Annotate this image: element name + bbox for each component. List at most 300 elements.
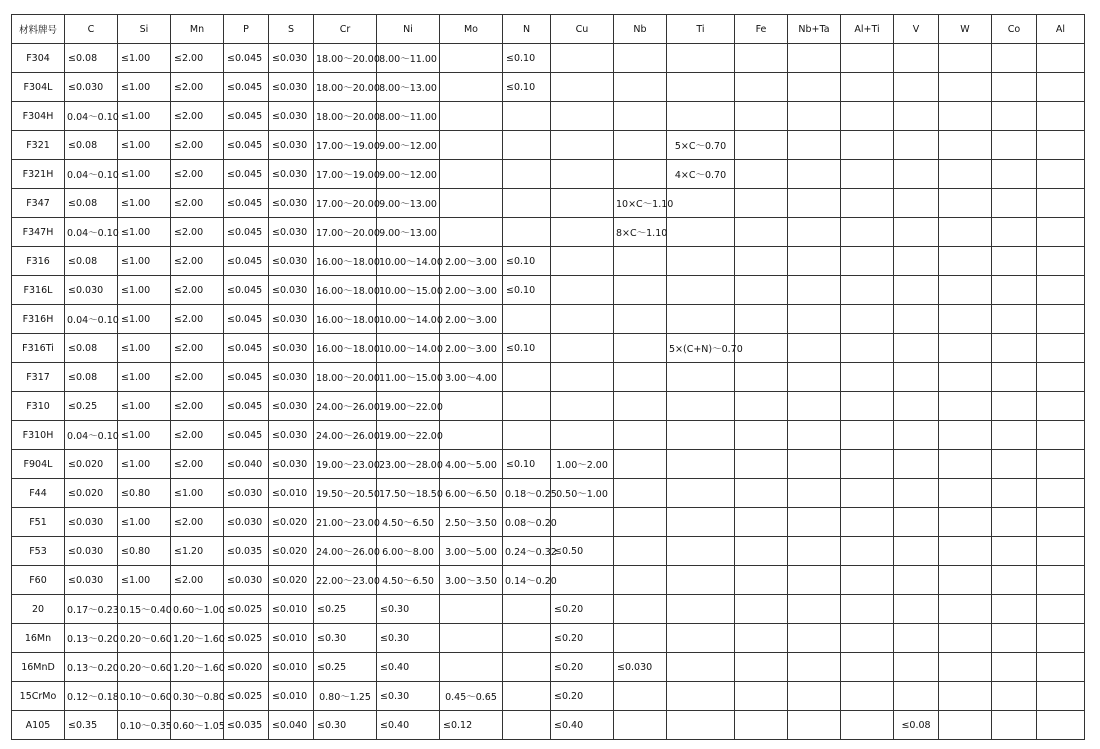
table-cell: ≤0.010: [269, 479, 314, 508]
table-cell: 1.20～1.60: [171, 624, 224, 653]
table-cell: 19.50～20.50: [314, 479, 377, 508]
table-cell: ≤1.00: [118, 421, 171, 450]
table-cell: ≤0.045: [224, 247, 269, 276]
table-cell: ≤2.00: [171, 189, 224, 218]
table-cell: [1037, 247, 1085, 276]
table-cell: ≤0.08: [65, 363, 118, 392]
table-cell: [614, 537, 667, 566]
table-row: [12, 305, 1085, 334]
table-cell: [992, 421, 1037, 450]
table-cell: [1037, 73, 1085, 102]
table-cell: ≤0.030: [269, 160, 314, 189]
table-cell: [841, 508, 894, 537]
table-cell: [440, 392, 503, 421]
table-cell: [614, 276, 667, 305]
table-cell: [939, 595, 992, 624]
table-cell: [667, 624, 735, 653]
table-cell: ≤0.045: [224, 218, 269, 247]
table-cell: [939, 131, 992, 160]
table-cell: [614, 595, 667, 624]
table-cell: ≤0.10: [503, 334, 551, 363]
table-cell: ≤0.045: [224, 305, 269, 334]
table-cell: [894, 189, 939, 218]
table-cell: 3.00～4.00: [440, 363, 503, 392]
column-header-al-ti: Al+Ti: [841, 15, 894, 44]
table-cell: [939, 421, 992, 450]
table-cell: ≤2.00: [171, 73, 224, 102]
table-cell: ≤0.040: [269, 711, 314, 740]
table-cell: [939, 479, 992, 508]
table-cell: [788, 392, 841, 421]
table-cell: [992, 537, 1037, 566]
table-cell: ≤2.00: [171, 131, 224, 160]
table-cell: [992, 624, 1037, 653]
table-cell: [551, 421, 614, 450]
table-cell: 0.60～1.00: [171, 595, 224, 624]
material-grade-cell: F316Ti: [12, 334, 65, 363]
material-grade-cell: F304: [12, 44, 65, 73]
table-cell: [894, 131, 939, 160]
table-row: [12, 653, 1085, 682]
table-cell: [614, 450, 667, 479]
table-cell: ≤0.030: [65, 73, 118, 102]
material-grade-cell: F347H: [12, 218, 65, 247]
table-cell: 6.00～6.50: [440, 479, 503, 508]
table-cell: 10.00～14.00: [377, 305, 440, 334]
table-cell: [551, 160, 614, 189]
table-cell: [440, 160, 503, 189]
table-cell: [992, 160, 1037, 189]
table-cell: [841, 450, 894, 479]
table-cell: [788, 595, 841, 624]
table-cell: 8.00～11.00: [377, 102, 440, 131]
material-grade-cell: F44: [12, 479, 65, 508]
table-cell: ≤2.00: [171, 218, 224, 247]
table-row: [12, 276, 1085, 305]
table-cell: 21.00～23.00: [314, 508, 377, 537]
table-cell: [667, 247, 735, 276]
table-cell: ≤1.00: [118, 160, 171, 189]
table-cell: 10.00～15.00: [377, 276, 440, 305]
table-cell: ≤0.030: [224, 479, 269, 508]
table-cell: [1037, 276, 1085, 305]
table-cell: [1037, 711, 1085, 740]
table-cell: ≤1.20: [171, 537, 224, 566]
table-cell: [503, 102, 551, 131]
table-cell: [667, 450, 735, 479]
column-header-w: W: [939, 15, 992, 44]
table-cell: [841, 479, 894, 508]
table-cell: 10×C～1.10: [614, 189, 667, 218]
column-header-cu: Cu: [551, 15, 614, 44]
table-cell: ≤0.030: [269, 218, 314, 247]
table-cell: [894, 160, 939, 189]
table-cell: ≤0.045: [224, 334, 269, 363]
table-cell: [614, 44, 667, 73]
table-cell: [992, 653, 1037, 682]
material-grade-cell: F904L: [12, 450, 65, 479]
table-cell: [735, 711, 788, 740]
table-cell: [551, 276, 614, 305]
table-cell: 19.00～22.00: [377, 392, 440, 421]
table-cell: ≤1.00: [118, 276, 171, 305]
table-cell: [503, 624, 551, 653]
material-grade-cell: 16Mn: [12, 624, 65, 653]
table-cell: [614, 566, 667, 595]
table-cell: [614, 421, 667, 450]
table-cell: [894, 508, 939, 537]
table-cell: ≤1.00: [118, 247, 171, 276]
table-cell: [992, 131, 1037, 160]
table-cell: [614, 508, 667, 537]
table-cell: ≤0.030: [269, 421, 314, 450]
table-cell: 16.00～18.00: [314, 305, 377, 334]
table-cell: [667, 305, 735, 334]
table-cell: ≤0.030: [614, 653, 667, 682]
table-cell: [788, 682, 841, 711]
table-cell: [1037, 363, 1085, 392]
table-cell: [841, 247, 894, 276]
table-cell: ≤0.30: [314, 624, 377, 653]
table-cell: [551, 508, 614, 537]
table-cell: [894, 421, 939, 450]
table-cell: ≤0.40: [551, 711, 614, 740]
table-cell: ≤0.20: [551, 682, 614, 711]
table-cell: ≤1.00: [118, 131, 171, 160]
table-cell: [894, 624, 939, 653]
table-cell: ≤0.035: [224, 711, 269, 740]
table-cell: 10.00～14.00: [377, 247, 440, 276]
table-cell: [894, 218, 939, 247]
table-cell: 2.00～3.00: [440, 276, 503, 305]
table-body: [12, 44, 1085, 740]
table-cell: [992, 450, 1037, 479]
table-row: [12, 247, 1085, 276]
table-cell: ≤2.00: [171, 566, 224, 595]
table-cell: ≤0.25: [65, 392, 118, 421]
material-grade-cell: F316L: [12, 276, 65, 305]
table-cell: 17.00～19.00: [314, 131, 377, 160]
table-cell: [939, 276, 992, 305]
table-cell: ≤0.040: [224, 450, 269, 479]
table-cell: [841, 653, 894, 682]
table-cell: ≤0.010: [269, 595, 314, 624]
table-cell: [939, 73, 992, 102]
table-cell: ≤1.00: [171, 479, 224, 508]
table-cell: [551, 131, 614, 160]
table-cell: [894, 566, 939, 595]
table-cell: [1037, 44, 1085, 73]
table-cell: 0.80～1.25: [314, 682, 377, 711]
table-cell: [841, 711, 894, 740]
column-header-fe: Fe: [735, 15, 788, 44]
table-cell: [503, 131, 551, 160]
material-grade-cell: 15CrMo: [12, 682, 65, 711]
material-grade-cell: F316H: [12, 305, 65, 334]
table-cell: [614, 624, 667, 653]
table-cell: [788, 160, 841, 189]
table-cell: 18.00～20.00: [314, 363, 377, 392]
table-cell: 0.15～0.40: [118, 595, 171, 624]
table-cell: 2.00～3.00: [440, 334, 503, 363]
table-cell: [440, 44, 503, 73]
table-cell: [939, 102, 992, 131]
table-cell: [992, 73, 1037, 102]
table-cell: ≤2.00: [171, 363, 224, 392]
table-cell: [735, 595, 788, 624]
table-row: [12, 479, 1085, 508]
table-cell: [992, 363, 1037, 392]
table-cell: [939, 334, 992, 363]
table-cell: 22.00～23.00: [314, 566, 377, 595]
table-cell: ≤0.030: [269, 247, 314, 276]
material-grade-cell: F60: [12, 566, 65, 595]
material-grade-cell: F310H: [12, 421, 65, 450]
material-grade-cell: F321: [12, 131, 65, 160]
table-cell: [894, 479, 939, 508]
table-cell: [735, 421, 788, 450]
table-cell: 23.00～28.00: [377, 450, 440, 479]
table-cell: [788, 479, 841, 508]
column-header-material-grade: 材料牌号: [12, 15, 65, 44]
table-cell: [551, 73, 614, 102]
table-cell: ≤0.045: [224, 44, 269, 73]
table-cell: ≤0.045: [224, 421, 269, 450]
table-cell: [667, 102, 735, 131]
table-cell: [939, 189, 992, 218]
table-cell: ≤0.08: [65, 131, 118, 160]
table-cell: ≤0.030: [269, 102, 314, 131]
table-cell: ≤0.020: [65, 479, 118, 508]
column-header-s: S: [269, 15, 314, 44]
table-cell: ≤0.10: [503, 73, 551, 102]
table-cell: ≤2.00: [171, 421, 224, 450]
table-cell: [1037, 479, 1085, 508]
table-cell: ≤0.030: [65, 508, 118, 537]
table-cell: 3.00～3.50: [440, 566, 503, 595]
table-cell: 0.10～0.60: [118, 682, 171, 711]
table-cell: [735, 102, 788, 131]
table-cell: [614, 247, 667, 276]
table-cell: [841, 160, 894, 189]
table-cell: 9.00～12.00: [377, 160, 440, 189]
table-cell: [735, 537, 788, 566]
column-header-cr: Cr: [314, 15, 377, 44]
table-cell: [551, 334, 614, 363]
table-cell: ≤0.020: [224, 653, 269, 682]
table-cell: ≤2.00: [171, 334, 224, 363]
table-cell: [667, 508, 735, 537]
table-cell: ≤1.00: [118, 508, 171, 537]
table-cell: [503, 363, 551, 392]
table-cell: [992, 247, 1037, 276]
table-cell: [788, 276, 841, 305]
table-cell: 24.00～26.00: [314, 421, 377, 450]
table-cell: 0.04～0.10: [65, 102, 118, 131]
table-cell: 5×C～0.70: [667, 131, 735, 160]
table-cell: [939, 682, 992, 711]
table-cell: [503, 653, 551, 682]
table-cell: [788, 218, 841, 247]
table-cell: ≤0.030: [269, 450, 314, 479]
table-cell: [841, 421, 894, 450]
table-cell: [788, 363, 841, 392]
table-cell: ≤2.00: [171, 392, 224, 421]
table-cell: ≤2.00: [171, 44, 224, 73]
table-cell: [1037, 653, 1085, 682]
table-cell: ≤0.08: [894, 711, 939, 740]
table-cell: [894, 44, 939, 73]
table-cell: [841, 73, 894, 102]
table-cell: ≤0.025: [224, 682, 269, 711]
table-cell: 16.00～18.00: [314, 247, 377, 276]
table-cell: ≤0.35: [65, 711, 118, 740]
table-cell: [551, 305, 614, 334]
table-cell: 0.18～0.25: [503, 479, 551, 508]
table-cell: ≤0.08: [65, 44, 118, 73]
table-cell: ≤0.020: [269, 537, 314, 566]
table-cell: ≤0.08: [65, 189, 118, 218]
table-cell: ≤2.00: [171, 508, 224, 537]
table-cell: ≤0.25: [314, 653, 377, 682]
table-cell: [788, 711, 841, 740]
column-header-p: P: [224, 15, 269, 44]
table-cell: 1.20～1.60: [171, 653, 224, 682]
table-cell: [503, 218, 551, 247]
table-cell: [992, 305, 1037, 334]
table-cell: [735, 363, 788, 392]
table-row: [12, 682, 1085, 711]
table-cell: ≤0.045: [224, 363, 269, 392]
table-cell: 11.00～15.00: [377, 363, 440, 392]
table-cell: [992, 508, 1037, 537]
table-cell: ≤1.00: [118, 305, 171, 334]
table-cell: 16.00～18.00: [314, 334, 377, 363]
table-cell: ≤0.020: [269, 566, 314, 595]
table-cell: [894, 653, 939, 682]
table-cell: [841, 189, 894, 218]
table-row: [12, 363, 1085, 392]
table-cell: ≤0.030: [269, 131, 314, 160]
table-cell: [440, 218, 503, 247]
table-cell: [551, 247, 614, 276]
table-cell: 16.00～18.00: [314, 276, 377, 305]
table-cell: ≤0.30: [377, 595, 440, 624]
table-cell: [735, 450, 788, 479]
table-cell: ≤0.045: [224, 102, 269, 131]
table-cell: [1037, 537, 1085, 566]
table-cell: 0.17～0.23: [65, 595, 118, 624]
table-cell: ≤0.20: [551, 624, 614, 653]
table-cell: [503, 305, 551, 334]
table-cell: [894, 682, 939, 711]
table-cell: [614, 479, 667, 508]
table-cell: [1037, 682, 1085, 711]
material-grade-cell: F316: [12, 247, 65, 276]
table-row: [12, 711, 1085, 740]
table-cell: [788, 508, 841, 537]
table-cell: [551, 218, 614, 247]
material-grade-cell: A105: [12, 711, 65, 740]
table-cell: [788, 305, 841, 334]
table-cell: ≤0.10: [503, 450, 551, 479]
table-cell: [614, 160, 667, 189]
table-row: [12, 537, 1085, 566]
table-row: [12, 73, 1085, 102]
table-cell: [841, 537, 894, 566]
table-cell: ≤1.00: [118, 392, 171, 421]
table-cell: 0.24～0.32: [503, 537, 551, 566]
column-header-v: V: [894, 15, 939, 44]
table-cell: [503, 682, 551, 711]
table-cell: ≤0.80: [118, 537, 171, 566]
table-cell: [788, 73, 841, 102]
table-cell: 8.00～13.00: [377, 73, 440, 102]
table-cell: [667, 479, 735, 508]
table-cell: [1037, 131, 1085, 160]
table-cell: 17.00～19.00: [314, 160, 377, 189]
table-cell: ≤1.00: [118, 189, 171, 218]
table-cell: [841, 595, 894, 624]
table-cell: 2.00～3.00: [440, 305, 503, 334]
table-cell: ≤0.010: [269, 653, 314, 682]
column-header-ni: Ni: [377, 15, 440, 44]
column-header-co: Co: [992, 15, 1037, 44]
table-cell: ≤0.030: [269, 189, 314, 218]
table-cell: [735, 653, 788, 682]
table-cell: ≤0.30: [377, 682, 440, 711]
table-cell: 19.00～22.00: [377, 421, 440, 450]
table-row: [12, 421, 1085, 450]
table-cell: [894, 595, 939, 624]
material-grade-cell: 16MnD: [12, 653, 65, 682]
table-cell: [894, 305, 939, 334]
table-cell: [440, 102, 503, 131]
table-cell: ≤1.00: [118, 450, 171, 479]
table-cell: [788, 189, 841, 218]
table-cell: ≤0.030: [269, 392, 314, 421]
table-cell: 17.00～20.00: [314, 189, 377, 218]
table-cell: 9.00～12.00: [377, 131, 440, 160]
table-cell: [894, 537, 939, 566]
table-cell: ≤1.00: [118, 363, 171, 392]
table-cell: [1037, 421, 1085, 450]
table-cell: 5×(C+N)～0.70: [667, 334, 735, 363]
table-cell: [1037, 160, 1085, 189]
table-cell: [894, 247, 939, 276]
table-cell: ≤0.20: [551, 595, 614, 624]
table-cell: [788, 44, 841, 73]
table-row: [12, 218, 1085, 247]
table-cell: [788, 624, 841, 653]
table-cell: [503, 392, 551, 421]
table-row: [12, 595, 1085, 624]
material-grade-cell: F321H: [12, 160, 65, 189]
table-cell: [939, 537, 992, 566]
table-cell: [939, 363, 992, 392]
table-cell: ≤0.030: [224, 566, 269, 595]
table-cell: ≤0.045: [224, 276, 269, 305]
table-cell: ≤0.20: [551, 653, 614, 682]
table-cell: 19.00～23.00: [314, 450, 377, 479]
table-cell: [1037, 102, 1085, 131]
table-cell: 0.45～0.65: [440, 682, 503, 711]
table-cell: [1037, 595, 1085, 624]
table-cell: [992, 711, 1037, 740]
table-cell: 0.04～0.10: [65, 421, 118, 450]
table-cell: [440, 653, 503, 682]
table-cell: [841, 363, 894, 392]
